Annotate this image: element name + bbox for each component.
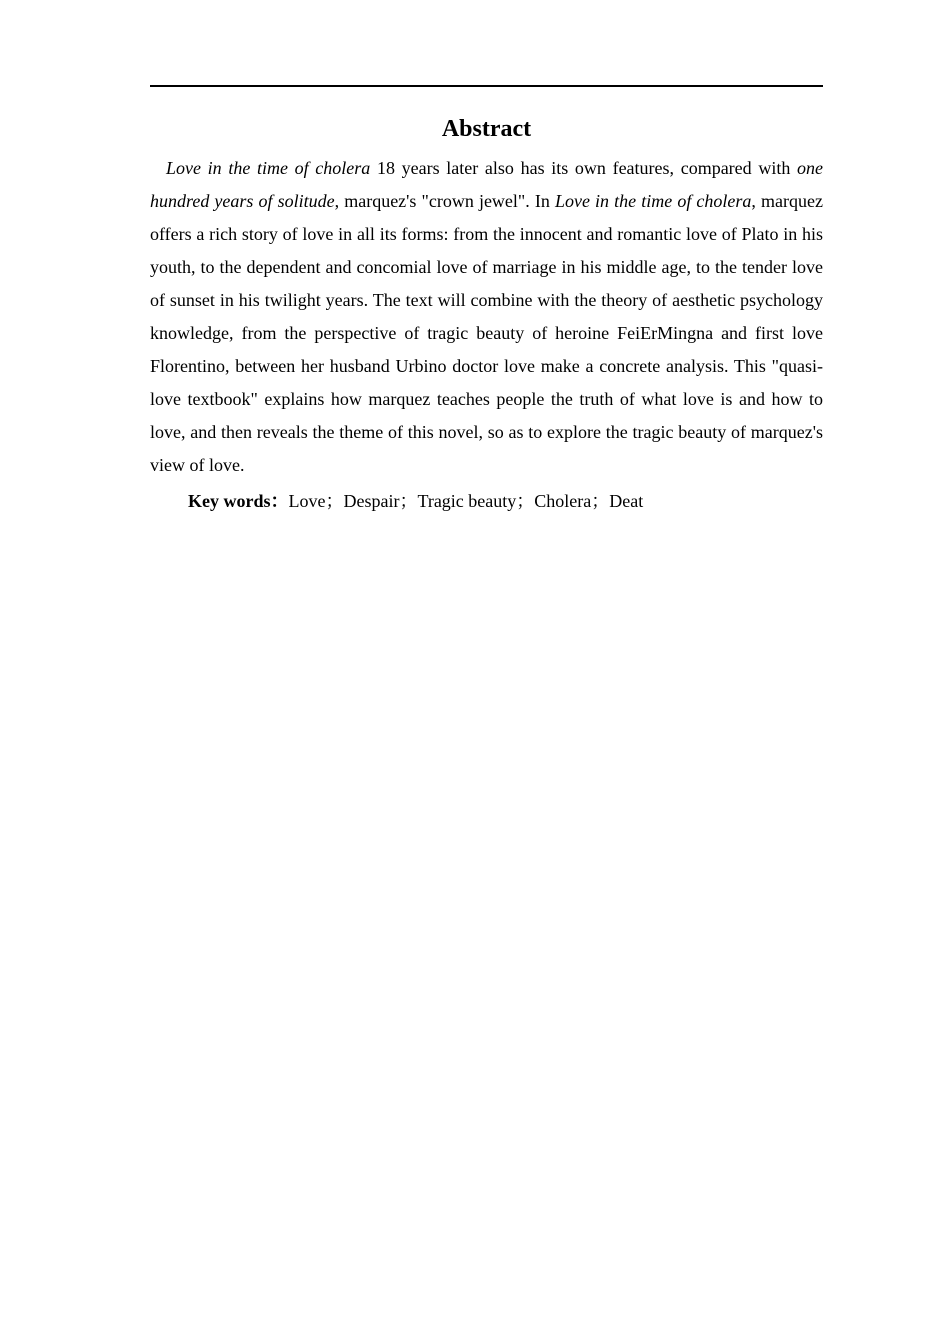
abstract-text-1: 18 years later also has its own features, compared with: [370, 158, 797, 178]
header-rule: [150, 85, 823, 87]
abstract-text-3: , marquez offers a rich story of love in all its forms: from the innocent and romantic love of Plato in his youth, to the dependent and concomial love of marriage in his middle age, to the tender love of sunset in his twilight years. The text will combine with the theory of aesthetic psychology knowledge, from the perspective of tragic beauty of heroine FeiErMingna and first love Florentino, between her husband Urbino doctor love make a concrete analysis. This "quasi-love textbook" explains how marquez teaches people the truth of what love is and how to love, and then reveals the theme of this novel, so as to explore the tragic beauty of marquez's view of love.: [150, 191, 823, 475]
book-title-love-in-cholera: Love in the time of cholera: [166, 158, 371, 178]
abstract-body: [150, 152, 823, 482]
keywords-list: Love；Despair；Tragic beauty；Cholera；Deat: [288, 491, 644, 511]
book-title-love-in-cholera-2: Love in the time of cholera: [554, 191, 752, 211]
keywords-line: [188, 485, 823, 518]
book-title-solitude: one hundred years of solitude: [150, 158, 823, 211]
abstract-title: Abstract: [441, 116, 532, 142]
abstract-text-2: , marquez's "crown jewel". In: [334, 191, 555, 211]
keywords-label: Key words：: [188, 491, 289, 511]
